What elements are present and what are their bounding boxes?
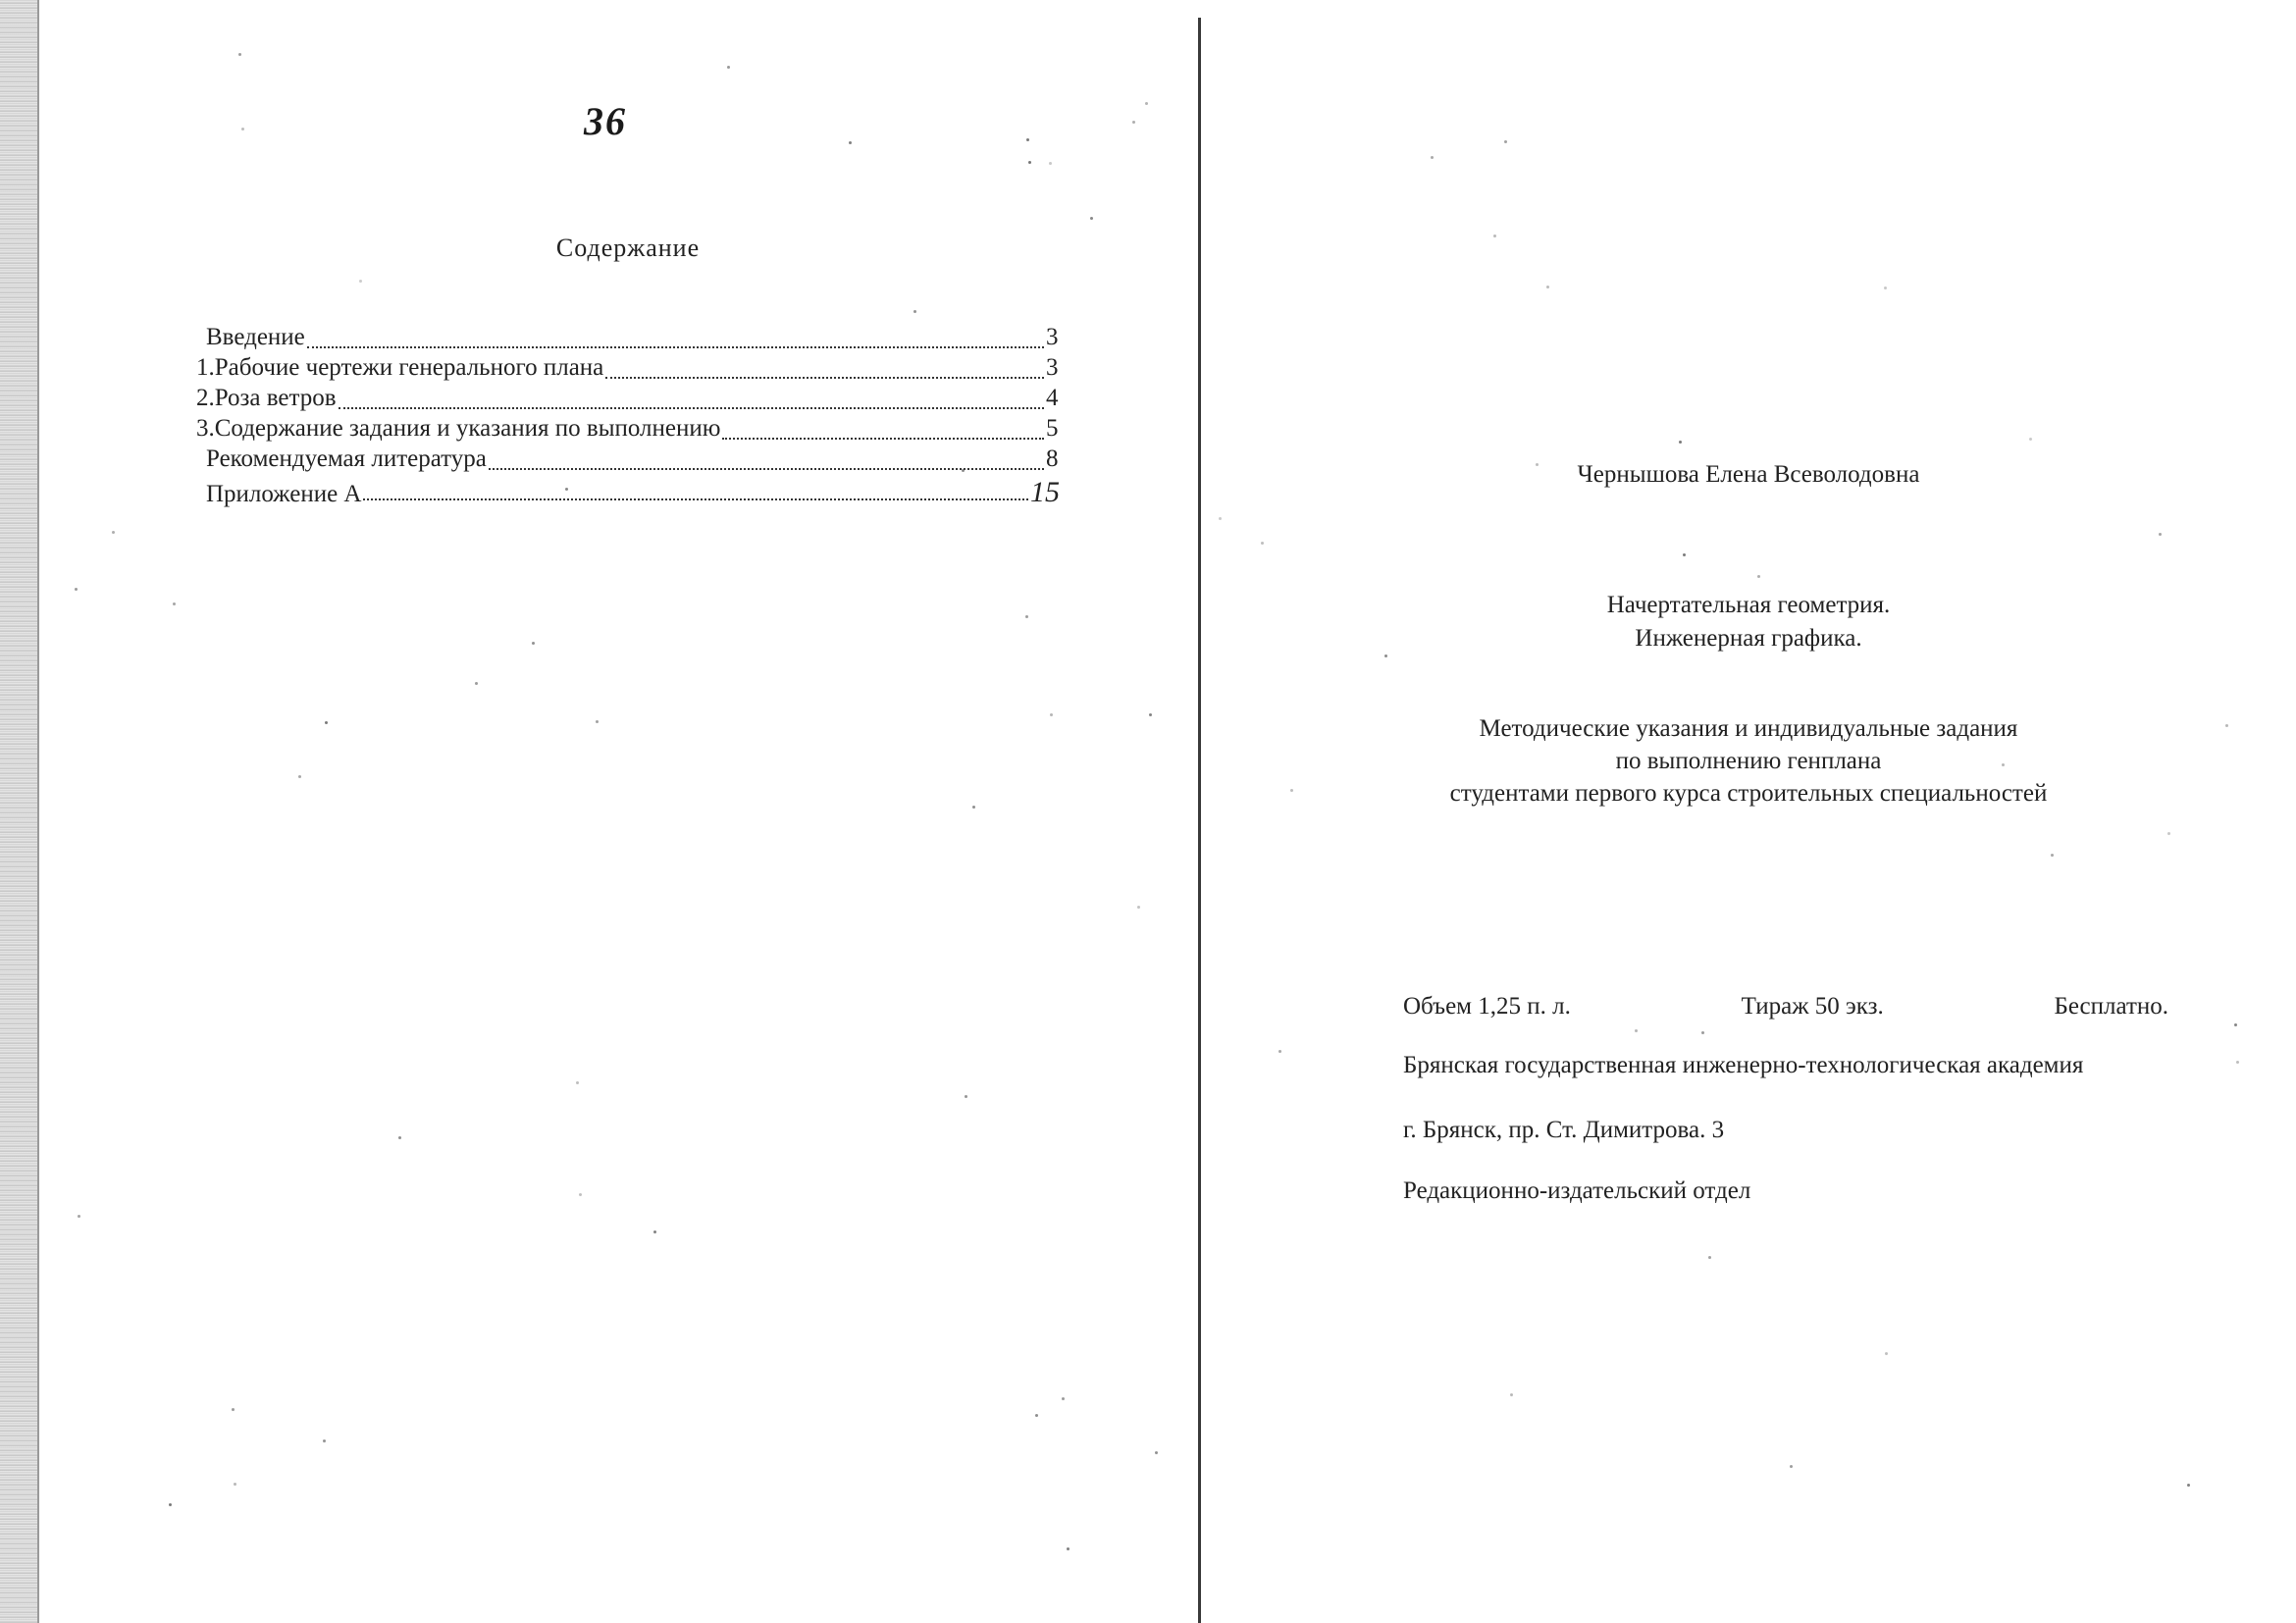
scan-speck [298, 775, 301, 778]
scan-speck [325, 721, 328, 724]
toc-page: 8 [1046, 445, 1059, 472]
scan-speck [2225, 724, 2228, 727]
toc-label: 1.Рабочие чертежи генерального плана [196, 354, 604, 381]
scan-speck [1790, 1465, 1793, 1468]
publisher-department: Редакционно-издательский отдел [1403, 1178, 1751, 1204]
scan-speck [1683, 553, 1686, 556]
book-title [1201, 589, 2296, 655]
price-text: Бесплатно. [2054, 993, 2168, 1020]
scan-speck [1145, 102, 1148, 105]
print-run-text: Тираж 50 экз. [1741, 993, 1884, 1020]
scan-speck [1025, 615, 1028, 618]
scan-speck [2051, 854, 2054, 857]
scan-speck [532, 642, 535, 645]
toc-row [196, 385, 1060, 415]
description-line: студентами первого курса строительных специальностей [1449, 780, 2048, 807]
toc-row [196, 354, 1060, 385]
toc-page: 3 [1046, 354, 1059, 381]
scan-speck [1067, 1547, 1070, 1550]
toc-row [196, 324, 1060, 354]
toc-row [196, 415, 1060, 445]
scan-speck [2029, 438, 2032, 441]
scan-speck [1701, 1031, 1704, 1034]
scan-speck [565, 488, 568, 491]
scan-speck [1384, 654, 1387, 657]
toc-leader [363, 493, 1028, 500]
toc-page: 4 [1046, 385, 1059, 411]
left-page [39, 0, 1197, 1623]
toc-page: 15 [1030, 476, 1060, 508]
toc-leader [722, 432, 1044, 440]
toc-label: 2.Роза ветров [196, 385, 337, 411]
toc-label: Введение [206, 324, 305, 350]
scan-speck [75, 588, 78, 591]
book-description [1201, 712, 2296, 810]
toc-leader [605, 371, 1044, 379]
toc-list [196, 324, 1060, 506]
scan-speck [1149, 713, 1152, 716]
scan-speck [1035, 1414, 1038, 1417]
title-line: Инженерная графика. [1635, 625, 1862, 652]
toc-leader [339, 401, 1044, 409]
scan-speck [1431, 156, 1434, 159]
scan-speck [596, 720, 599, 723]
scan-speck [112, 531, 115, 534]
scan-speck [1885, 1352, 1888, 1355]
scan-speck [2236, 1061, 2239, 1064]
publisher-address: г. Брянск, пр. Ст. Димитрова. 3 [1403, 1117, 1725, 1143]
scan-speck [1137, 906, 1140, 909]
handwritten-page-number: 36 [584, 99, 627, 143]
toc-leader [307, 340, 1044, 348]
scan-speck [1219, 517, 1222, 520]
scan-speck [232, 1408, 235, 1411]
author-name: Чернышова Елена Всеволодовна [1577, 461, 1920, 488]
volume-text: Объем 1,25 п. л. [1403, 993, 1571, 1020]
scan-speck [78, 1215, 80, 1218]
toc-label: Рекомендуемая литература [206, 445, 487, 472]
scan-speck [653, 1230, 656, 1233]
toc-label: Приложение А [206, 481, 362, 507]
toc-label: 3.Содержание задания и указания по выполнению [196, 415, 721, 442]
scan-speck [576, 1081, 579, 1084]
scan-speck [1050, 713, 1053, 716]
toc-row [196, 445, 1060, 476]
binding-edge [0, 0, 39, 1623]
scan-speck [241, 128, 244, 131]
scan-speck [2159, 533, 2162, 536]
toc-leader [489, 462, 1044, 470]
print-info-row [1403, 993, 2168, 1021]
toc-page: 5 [1046, 415, 1059, 442]
description-line: по выполнению генплана [1615, 748, 1882, 774]
scan-speck [173, 602, 176, 605]
toc-row [196, 476, 1060, 506]
publisher-name: Брянская государственная инженерно-технологическая академия [1403, 1052, 2084, 1078]
toc-title: Содержание [555, 234, 701, 262]
right-page [1201, 0, 2296, 1623]
description-line: Методические указания и индивидуальные задания [1479, 715, 2018, 742]
title-line: Начертательная геометрия. [1606, 592, 1891, 618]
toc-page: 3 [1046, 324, 1059, 350]
scan-speck [475, 682, 478, 685]
